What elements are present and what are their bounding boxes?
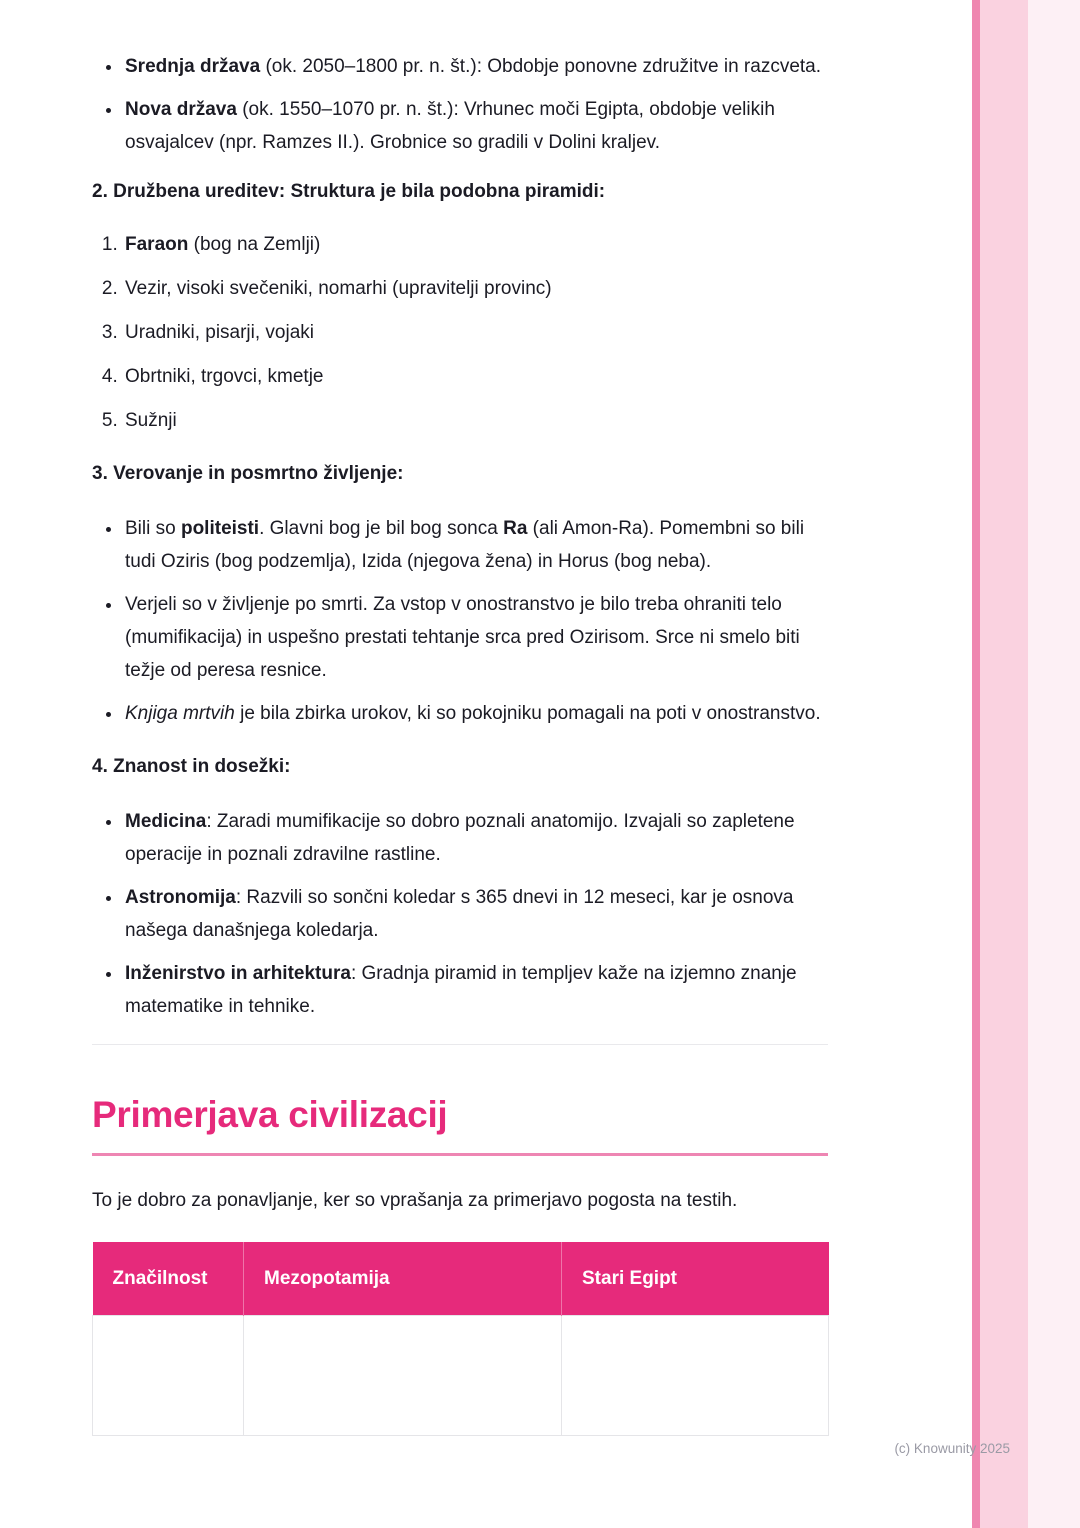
list-item-text: Sužnji bbox=[125, 410, 177, 431]
table-cell bbox=[244, 1316, 562, 1436]
list-item bbox=[123, 881, 828, 947]
list-item-text: Srednja država (ok. 2050–1800 pr. n. št.): Obdobje ponovne združitve in razcveta. bbox=[125, 56, 822, 77]
list-item bbox=[123, 93, 828, 159]
list-item-text: Verjeli so v življenje po smrti. Za vstop v onostranstvo je bilo treba ohraniti telo (mumifikacija) in uspešno prestati tehtanje srca pred Ozirisom. Srce ni smelo biti težje od peresa resnice. bbox=[125, 594, 800, 681]
table-header-znacilnost: Značilnost bbox=[93, 1242, 244, 1316]
list-item-text: Astronomija: Razvili so sončni koledar s 365 dnevi in 12 meseci, kar je osnova našega današnjega koledarja. bbox=[125, 887, 794, 941]
list-item-text: Bili so politeisti. Glavni bog je bil bog sonca Ra (ali Amon-Ra). Pomembni so bili tudi Oziris (bog podzemlja), Izida (njegova žena) in Horus (bog neba). bbox=[125, 518, 805, 572]
list-item-text: Faraon (bog na Zemlji) bbox=[125, 234, 321, 255]
section-divider bbox=[92, 1044, 828, 1045]
religion-list bbox=[92, 512, 828, 730]
list-item bbox=[123, 512, 828, 578]
science-list bbox=[92, 805, 828, 1023]
list-item-text: Vezir, visoki svečeniki, nomarhi (upravitelji provinc) bbox=[125, 278, 552, 299]
right-margin-pink-line bbox=[972, 0, 980, 1528]
table-cell bbox=[562, 1316, 829, 1436]
list-item-text: Uradniki, pisarji, vojaki bbox=[125, 322, 315, 343]
egypt-periods-list bbox=[92, 50, 828, 159]
comparison-intro: To je dobro za ponavljanje, ker so vprašanja za primerjavo pogosta na testih. bbox=[92, 1190, 738, 1211]
table-header-stari-egipt: Stari Egipt bbox=[562, 1242, 829, 1316]
list-item bbox=[123, 228, 828, 261]
comparison-title: Primerjava civilizacij bbox=[92, 1094, 448, 1135]
list-item bbox=[123, 404, 828, 437]
list-item-text: Medicina: Zaradi mumifikacije so dobro poznali anatomijo. Izvajali so zapletene operacije in poznali zdravilne rastline. bbox=[125, 811, 795, 865]
right-margin-faint-band bbox=[1028, 0, 1080, 1528]
list-item bbox=[123, 957, 828, 1023]
right-margin-pink-band bbox=[980, 0, 1028, 1528]
list-item bbox=[123, 805, 828, 871]
list-item bbox=[123, 588, 828, 687]
table-header-mezopotamija: Mezopotamija bbox=[244, 1242, 562, 1316]
table-cell bbox=[93, 1316, 244, 1436]
list-item-text: Obrtniki, trgovci, kmetje bbox=[125, 366, 324, 387]
list-item-text: Nova država (ok. 1550–1070 pr. n. št.): Vrhunec moči Egipta, obdobje velikih osvajalcev (npr. Ramzes II.). Grobnice so gradili v Dolini kraljev. bbox=[125, 99, 775, 153]
section-heading-druzbena-ureditev bbox=[92, 175, 828, 208]
copyright-footer: (c) Knowunity 2025 bbox=[894, 1441, 1010, 1456]
section-heading-verovanje: 3. Verovanje in posmrtno življenje: bbox=[92, 463, 404, 484]
document-content bbox=[92, 50, 828, 1436]
social-hierarchy-list bbox=[92, 228, 828, 437]
list-item bbox=[123, 316, 828, 349]
section-heading-text: 2. Družbena ureditev: Struktura je bila podobna piramidi: bbox=[92, 181, 606, 202]
comparison-table bbox=[92, 1242, 829, 1436]
list-item bbox=[123, 360, 828, 393]
list-item-text: Knjiga mrtvih je bila zbirka urokov, ki so pokojniku pomagali na poti v onostranstvo. bbox=[125, 703, 821, 724]
table-row bbox=[93, 1316, 829, 1436]
list-item-text: Inženirstvo in arhitektura: Gradnja piramid in templjev kaže na izjemno znanje matematike in tehnike. bbox=[125, 963, 797, 1017]
list-item bbox=[123, 272, 828, 305]
list-item bbox=[123, 697, 828, 730]
list-item bbox=[123, 50, 828, 83]
section-heading-znanost: 4. Znanost in dosežki: bbox=[92, 756, 291, 777]
comparison-title-underline bbox=[92, 1153, 828, 1156]
table-header-row bbox=[93, 1242, 829, 1316]
